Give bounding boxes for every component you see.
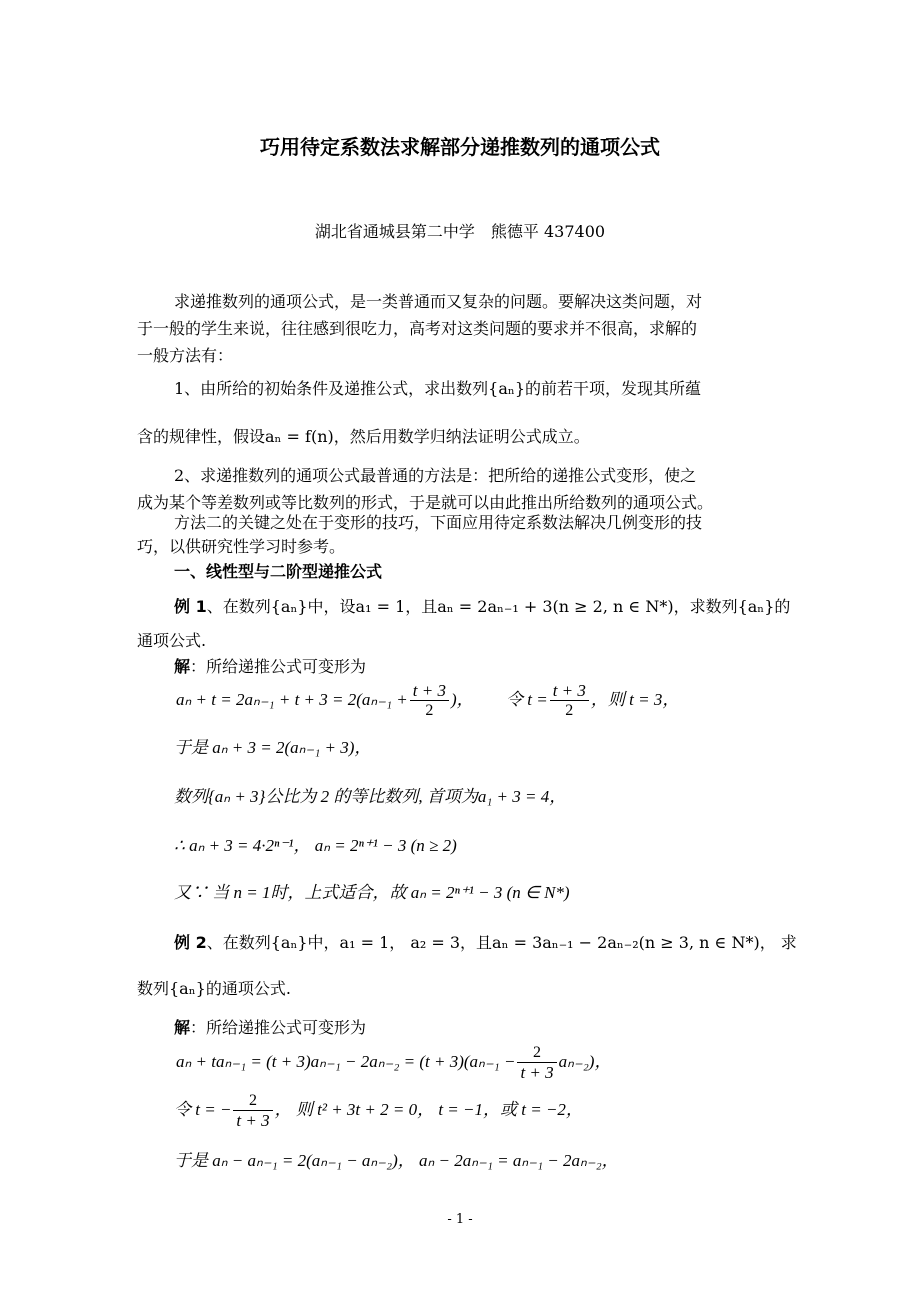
solution-label: 解: [174, 657, 191, 676]
section-heading: 一、线性型与二阶型递推公式: [174, 562, 383, 581]
example-1-let-t: 令 t = $\frac{t + 3}{2}$ ，则 t = 3，: [506, 681, 680, 719]
intro-line-3: 一般方法有：: [137, 346, 234, 365]
example-1-equation-1: aₙ + t = 2aₙ₋₁ + t + 3 = 2(aₙ₋₁ + $\frac{t + 3}{2}$ )，: [176, 681, 474, 719]
example-1-equation-4: ∴ aₙ + 3 = 4·2ⁿ⁻¹， aₙ = 2ⁿ⁺¹ − 3 (n ≥ 2): [174, 836, 457, 855]
example-2-line-2: 数列{aₙ}的通项公式.: [137, 979, 291, 998]
example-1-line-2: 通项公式.: [137, 631, 207, 650]
page-number: - 1 -: [447, 1212, 473, 1227]
example-1-equation-2: 于是 aₙ + 3 = 2(aₙ₋₁ + 3)，: [174, 738, 372, 757]
method-3-line-2: 巧，以供研究性学习时参考。: [137, 537, 346, 556]
example-2-equation-2: 令 t = − $\frac{2}{t + 3}$ ， 则 t² + 3t + 2 = 0， t = −1，或 t = −2，: [174, 1092, 583, 1130]
example-2-equation-1: aₙ + taₙ₋₁ = (t + 3)aₙ₋₁ − 2aₙ₋₂ = (t + 3)(aₙ₋₁ − $\frac{2}{t + 3}$ aₙ₋₂)，: [176, 1044, 612, 1082]
method-3-line-1: 方法二的关键之处在于变形的技巧，下面应用待定系数法解决几例变形的技: [174, 513, 703, 532]
intro-line-1: 求递推数列的通项公式，是一类普通而又复杂的问题。要解决这类问题，对: [174, 292, 703, 311]
author-line: 湖北省通城县第二中学 熊德平 437400: [314, 222, 606, 241]
example-1-solution-line: 解：所给递推公式可变形为: [174, 657, 367, 676]
example-2-statement: 、在数列{aₙ}中，a₁ = 1， a₂ = 3，且aₙ = 3aₙ₋₁ − 2aₙ₋₂(n ≥ 3, n ∈ N*)， 求: [206, 933, 797, 952]
example-1-label: 例 1: [174, 597, 207, 616]
example-2-equation-3: 于是 aₙ − aₙ₋₁ = 2(aₙ₋₁ − aₙ₋₂)， aₙ − 2aₙ₋₁ = aₙ₋₁ − 2aₙ₋₂，: [174, 1151, 619, 1170]
example-2-label: 例 2: [174, 933, 207, 952]
fraction: $\frac{t + 3}{2}$: [550, 681, 589, 720]
fraction: $\frac{2}{t + 3}$: [517, 1043, 556, 1082]
method-1-line-2: 含的规律性，假设aₙ = f(n)，然后用数学归纳法证明公式成立。: [137, 427, 590, 446]
fraction: $\frac{2}{t + 3}$: [233, 1091, 272, 1130]
example-1-equation-5: 又∵ 当 n = 1时，上式适合，故 aₙ = 2ⁿ⁺¹ − 3 (n ∈ N*): [174, 883, 570, 902]
example-1-equation-3: 数列{aₙ + 3}公比为 2 的等比数列, 首项为a₁ + 3 = 4，: [174, 787, 567, 806]
example-1-statement: 、在数列{aₙ}中，设a₁ = 1，且aₙ = 2aₙ₋₁ + 3(n ≥ 2, n ∈ N*)，求数列{aₙ}的: [206, 597, 791, 616]
example-2-line-1: [174, 932, 797, 954]
method-2-line-1: 2、求递推数列的通项公式最普通的方法是：把所给的递推公式变形，使之: [174, 466, 697, 485]
intro-line-2: 于一般的学生来说，往往感到很吃力，高考对这类问题的要求并不很高，求解的: [137, 319, 698, 338]
example-2-solution-line: 解：所给递推公式可变形为: [174, 1018, 367, 1037]
example-1-line-1: [174, 596, 790, 618]
method-1-line-1: 1、由所给的初始条件及递推公式，求出数列{aₙ}的前若干项，发现其所蕴: [174, 379, 702, 398]
page-title: 巧用待定系数法求解部分递推数列的通项公式: [260, 135, 660, 159]
fraction: $\frac{t + 3}{2}$: [410, 681, 449, 720]
solution-label: 解: [174, 1018, 191, 1037]
method-2-line-2: 成为某个等差数列或等比数列的形式，于是就可以由此推出所给数列的通项公式。: [137, 493, 714, 512]
